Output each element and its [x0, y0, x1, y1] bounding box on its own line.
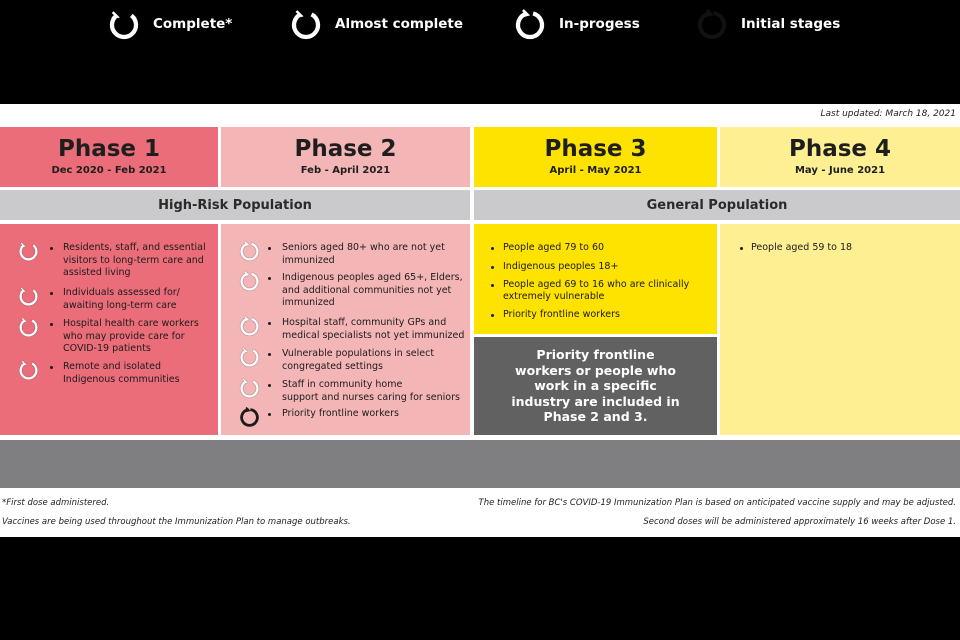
bullet-dot — [50, 292, 53, 295]
legend-label: Complete* — [153, 16, 233, 32]
phase-1-header — [0, 127, 218, 187]
bullet-dot — [50, 247, 53, 250]
list-item — [282, 408, 472, 421]
footnote-outbreaks: Vaccines are being used throughout the Immunization Plan to manage outbreaks. — [2, 517, 351, 527]
footnote-first-dose: *First dose administered. — [2, 498, 110, 508]
legend-icon — [696, 9, 728, 41]
list-item-line: who may provide care for — [63, 330, 185, 342]
initial-ring-icon — [239, 407, 260, 428]
list-item — [282, 242, 472, 267]
phase-2-header — [221, 127, 470, 187]
last-updated: Last updated: March 18, 2021 — [820, 109, 956, 119]
phase-3-title: Phase 3 — [544, 136, 647, 162]
status-ring-icon — [239, 347, 260, 368]
phase-1-title: Phase 1 — [57, 136, 161, 162]
status-ring-icon — [18, 241, 39, 262]
legend-label: Almost complete — [335, 16, 464, 32]
list-item-line: Indigenous communities — [63, 373, 180, 385]
legend-icon — [108, 9, 140, 41]
status-ring-icon — [239, 316, 260, 337]
list-item-line: Seniors aged 80+ who are not yet — [282, 242, 445, 253]
status-ring-icon — [239, 241, 260, 262]
in-progress-ring-icon — [239, 316, 260, 337]
status-ring-icon — [18, 286, 39, 307]
list-item — [63, 361, 223, 386]
bullet-dot — [268, 384, 271, 387]
list-item-line: immunized — [282, 297, 335, 308]
status-ring-icon — [239, 407, 260, 428]
status-ring-icon — [239, 378, 260, 399]
note-text: Priority frontline workers or people who work in a specific industry are included in Phase 2 and 3. — [511, 347, 680, 425]
list-item-line: visitors to long-term care and — [63, 254, 204, 266]
bullet-dot — [491, 247, 494, 250]
list-item — [282, 272, 472, 310]
list-item: Indigenous peoples 18+ — [503, 261, 619, 272]
list-item-line: assisted living — [63, 267, 131, 278]
list-item-line: awaiting long-term care — [63, 299, 177, 311]
list-item — [63, 318, 223, 356]
list-item-line: Indigenous peoples aged 65+, Elders, — [282, 272, 463, 283]
phase-3-dates: April - May 2021 — [549, 165, 642, 176]
legend-icon — [290, 9, 322, 41]
in-progress-ring-icon — [239, 241, 260, 262]
complete-ring-icon — [18, 286, 39, 307]
phase-4-column — [720, 224, 960, 435]
list-item-line: Residents, staff, and essential — [63, 242, 206, 253]
list-item — [63, 287, 223, 312]
initial-stages-ring-icon — [696, 9, 728, 41]
bullet-dot — [491, 284, 494, 287]
list-item: People aged 79 to 60 — [503, 242, 605, 253]
list-item-line: congregated settings — [282, 360, 383, 372]
status-ring-icon — [18, 317, 39, 338]
list-item-line: COVID-19 patients — [63, 343, 151, 354]
phase-1-dates: Dec 2020 - Feb 2021 — [51, 165, 167, 176]
bullet-dot — [268, 277, 271, 280]
complete-ring-icon — [18, 241, 39, 262]
bullet-dot — [740, 247, 743, 250]
bullet-dot — [268, 322, 271, 325]
status-ring-icon — [239, 271, 260, 292]
frontline-workers-note — [474, 337, 717, 435]
list-item — [282, 317, 472, 342]
almost-complete-ring-icon — [239, 378, 260, 399]
list-item: People aged 69 to 16 who are clinically extremely vulnerable — [503, 279, 690, 302]
list-item-line: Hospital health care workers — [63, 318, 199, 329]
phase-2-dates: Feb - April 2021 — [300, 165, 391, 176]
list-item-line: medical specialists not yet immunized — [282, 329, 465, 341]
almost-complete-ring-icon — [290, 9, 322, 41]
bullet-dot — [491, 266, 494, 269]
list-item-line: support and nurses caring for seniors — [282, 391, 460, 403]
almost-complete-ring-icon — [239, 347, 260, 368]
phase-4-header — [720, 127, 960, 187]
status-legend — [0, 440, 960, 488]
list-item-line: Vulnerable populations in select — [282, 348, 435, 359]
list-item-line: immunized — [282, 254, 335, 266]
bullet-dot — [268, 247, 271, 250]
footnote-second-doses: Second doses will be administered approximately 16 weeks after Dose 1. — [643, 517, 956, 527]
almost-complete-ring-icon — [18, 317, 39, 338]
in-progress-ring-icon — [514, 9, 546, 41]
bullet-dot — [50, 366, 53, 369]
phase-2-title: Phase 2 — [294, 136, 397, 162]
list-item — [63, 242, 223, 280]
list-item-line: Remote and isolated — [63, 361, 162, 372]
general-population-banner: General Population — [474, 190, 960, 220]
complete-ring-icon — [108, 9, 140, 41]
list-item-line: Staff in community home — [282, 379, 403, 390]
bullet-dot — [50, 323, 53, 326]
high-risk-population-banner: High-Risk Population — [0, 190, 470, 220]
phase-4-dates: May - June 2021 — [794, 165, 886, 176]
phase-4-title: Phase 4 — [788, 136, 892, 162]
bullet-dot — [491, 314, 494, 317]
almost-complete-ring-icon — [18, 360, 39, 381]
list-item-line: Hospital staff, community GPs and — [282, 317, 447, 328]
footnote-timeline: The timeline for BC's COVID-19 Immunization Plan is based on anticipated vaccine supply and may be adjusted. — [478, 498, 956, 508]
legend-label: Initial stages — [741, 16, 841, 32]
list-item-line: Priority frontline workers — [282, 408, 399, 419]
status-ring-icon — [18, 360, 39, 381]
list-item-line: Individuals assessed for/ — [63, 287, 180, 298]
phase-3-header — [474, 127, 717, 187]
bullet-dot — [268, 353, 271, 356]
list-item-line: and additional communities not yet — [282, 284, 452, 296]
in-progress-ring-icon — [239, 271, 260, 292]
list-item — [282, 379, 472, 404]
list-item: People aged 59 to 18 — [751, 242, 853, 253]
bullet-dot — [268, 413, 271, 416]
list-item: Priority frontline workers — [503, 309, 620, 320]
list-item — [282, 348, 472, 373]
legend-icon — [514, 9, 546, 41]
legend-label: In-progess — [559, 16, 640, 32]
